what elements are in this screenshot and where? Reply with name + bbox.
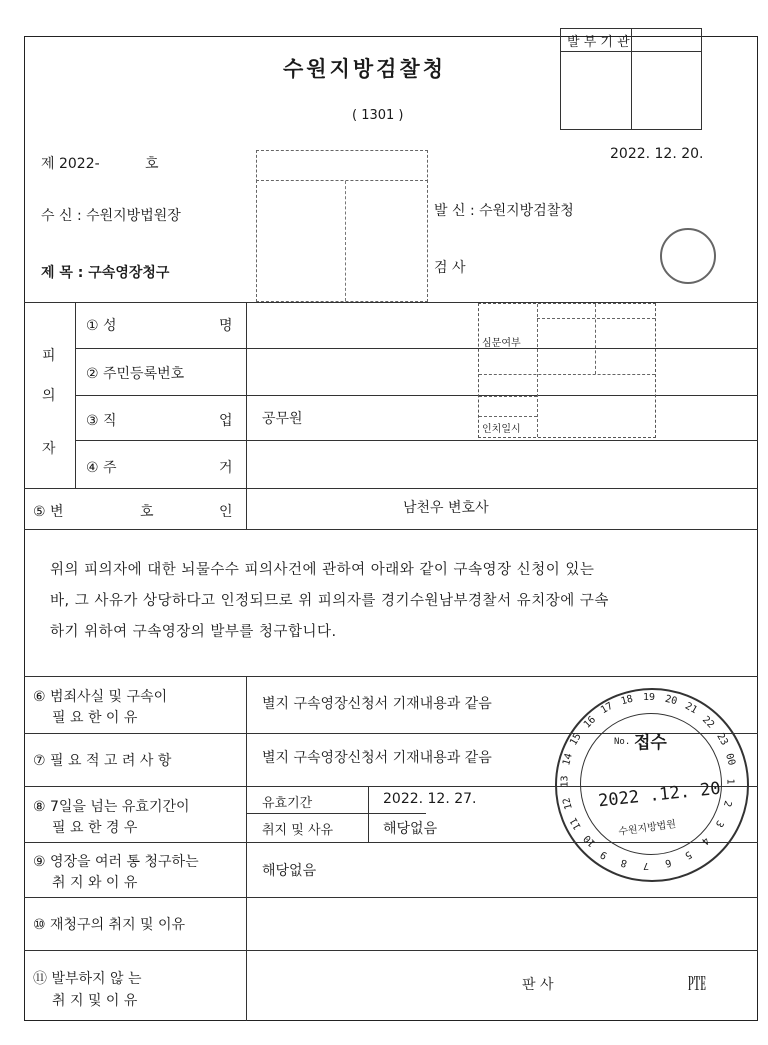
receipt-office: 수원지방법원 [617,819,677,838]
receipt-ring-number: 21 [683,700,699,717]
job-value: 공무원 [262,411,303,427]
receipt-ring-number: 8 [619,856,629,869]
name-label: ① 성 [86,318,117,334]
row7-label: ⑦ 필 요 적 고 려 사 항 [33,753,172,769]
receipt-ring-number: 7 [643,860,650,871]
receipt-date: 2022 .12. 20 [597,778,722,812]
row8-label: ⑧ 7일을 넘는 유효기간이 [33,799,190,815]
receipt-ring-number: 1 [724,778,736,785]
receipt-ring-number: 12 [561,795,575,811]
receipt-ring-number: 18 [620,693,635,708]
hearing-stamp-box [478,303,656,438]
lawyer-label: 호 [140,504,154,520]
row6-label: 필 요 한 이 유 [52,710,138,726]
receipt-ring-number: 20 [663,693,678,708]
row10-label: ⑩ 재청구의 취지 및 이유 [33,917,186,933]
receipt-ring-number: 15 [568,731,585,748]
job-label: ③ 직 [86,413,117,429]
receipt-ring-number: 3 [712,818,726,829]
receipt-ring-number: 4 [699,834,712,847]
validity-value: 2022. 12. 27. [383,791,477,807]
arraignment-label: 인치일시 [482,424,521,435]
sender: 발 신 : 수원지방검찰청 [434,203,574,219]
agency-title: 수원지방검찰청 [283,57,447,81]
addr-label-end: 거 [219,460,233,476]
row6-label: ⑥ 범죄사실 및 구속이 [33,689,168,705]
receipt-title: 접수 [634,733,667,753]
approval-box [560,28,702,130]
receipt-ring-number: 13 [559,775,571,788]
body-line: 바, 그 사유가 상당하다고 인정되므로 위 피의자를 경기수원남부경찰서 유치장에 구속 [50,593,609,609]
suspect-side-label: 자 [42,441,56,457]
row6-value: 별지 구속영장신청서 기재내용과 같음 [262,696,492,712]
lawyer-label: ⑤ 변 [33,504,64,520]
receipt-no-label: No. [614,737,631,747]
lawyer-label: 인 [219,504,233,520]
validity-label: 유효기간 [262,796,313,811]
row8-label: 필 요 한 경 우 [52,820,138,836]
approval-label: 발 부 기 관 [567,35,630,50]
row11-label: ⑪ 발부하지 않 는 [33,971,142,987]
receipt-ring-number: 16 [581,713,598,731]
receipt-ring-number: 00 [723,752,738,767]
subject: 제 목 : 구속영장청구 [41,265,170,281]
request-body [50,555,740,648]
row9-value: 해당없음 [262,863,317,879]
receipt-ring-number: 2 [721,798,734,808]
judge-label: 판 사 [522,977,554,993]
receipt-ring-number: 14 [561,752,575,767]
body-line: 하기 위하여 구속영장의 발부를 청구합니다. [50,624,337,640]
receipt-ring-number: 5 [682,847,694,861]
reason-value: 해당없음 [383,821,438,837]
suspect-side-label: 의 [42,388,56,404]
prosecutor-seal-icon [660,228,716,284]
receipt-ring-number: 11 [568,815,585,832]
receipt-ring-number: 22 [700,713,717,731]
doc-number-prefix: 제 2022- [41,156,100,172]
lawyer-value: 남천우 변호사 [403,500,489,516]
row9-label: 취 지 와 이 유 [52,875,138,891]
addr-label: ④ 주 [86,460,117,476]
receipt-ring-number: 19 [643,692,656,703]
receipt-ring-number: 10 [581,832,598,850]
row9-label: ⑨ 영장을 여러 통 청구하는 [33,854,199,870]
receipt-ring-number: 6 [663,856,673,869]
prosecutor-label: 검 사 [434,260,466,276]
redacted-block [256,180,428,302]
row11-label: 취 지 및 이 유 [52,993,138,1009]
doc-number-suffix: 호 [145,156,159,172]
name-label-end: 명 [219,318,233,334]
receipt-ring-number: 23 [713,731,730,748]
recipient: 수 신 : 수원지방법원장 [41,208,181,224]
receipt-ring-number: 17 [599,700,615,717]
suspect-side-label: 피 [42,348,56,364]
body-line: 위의 피의자에 대한 뇌물수수 피의사건에 관하여 아래와 같이 구속영장 신청이 있는 [50,562,595,578]
doc-date: 2022. 12. 20. [610,146,704,162]
hearing-label: 심문여부 [482,338,521,349]
agency-code: ( 1301 ) [352,108,404,123]
rrn-label: ② 주민등록번호 [86,366,185,382]
job-label-end: 업 [219,413,233,429]
reason-label: 취지 및 사유 [262,823,334,838]
receipt-ring-number: 9 [598,847,610,861]
judge-seal: ㉐ [688,974,706,995]
row7-value: 별지 구속영장신청서 기재내용과 같음 [262,750,492,766]
